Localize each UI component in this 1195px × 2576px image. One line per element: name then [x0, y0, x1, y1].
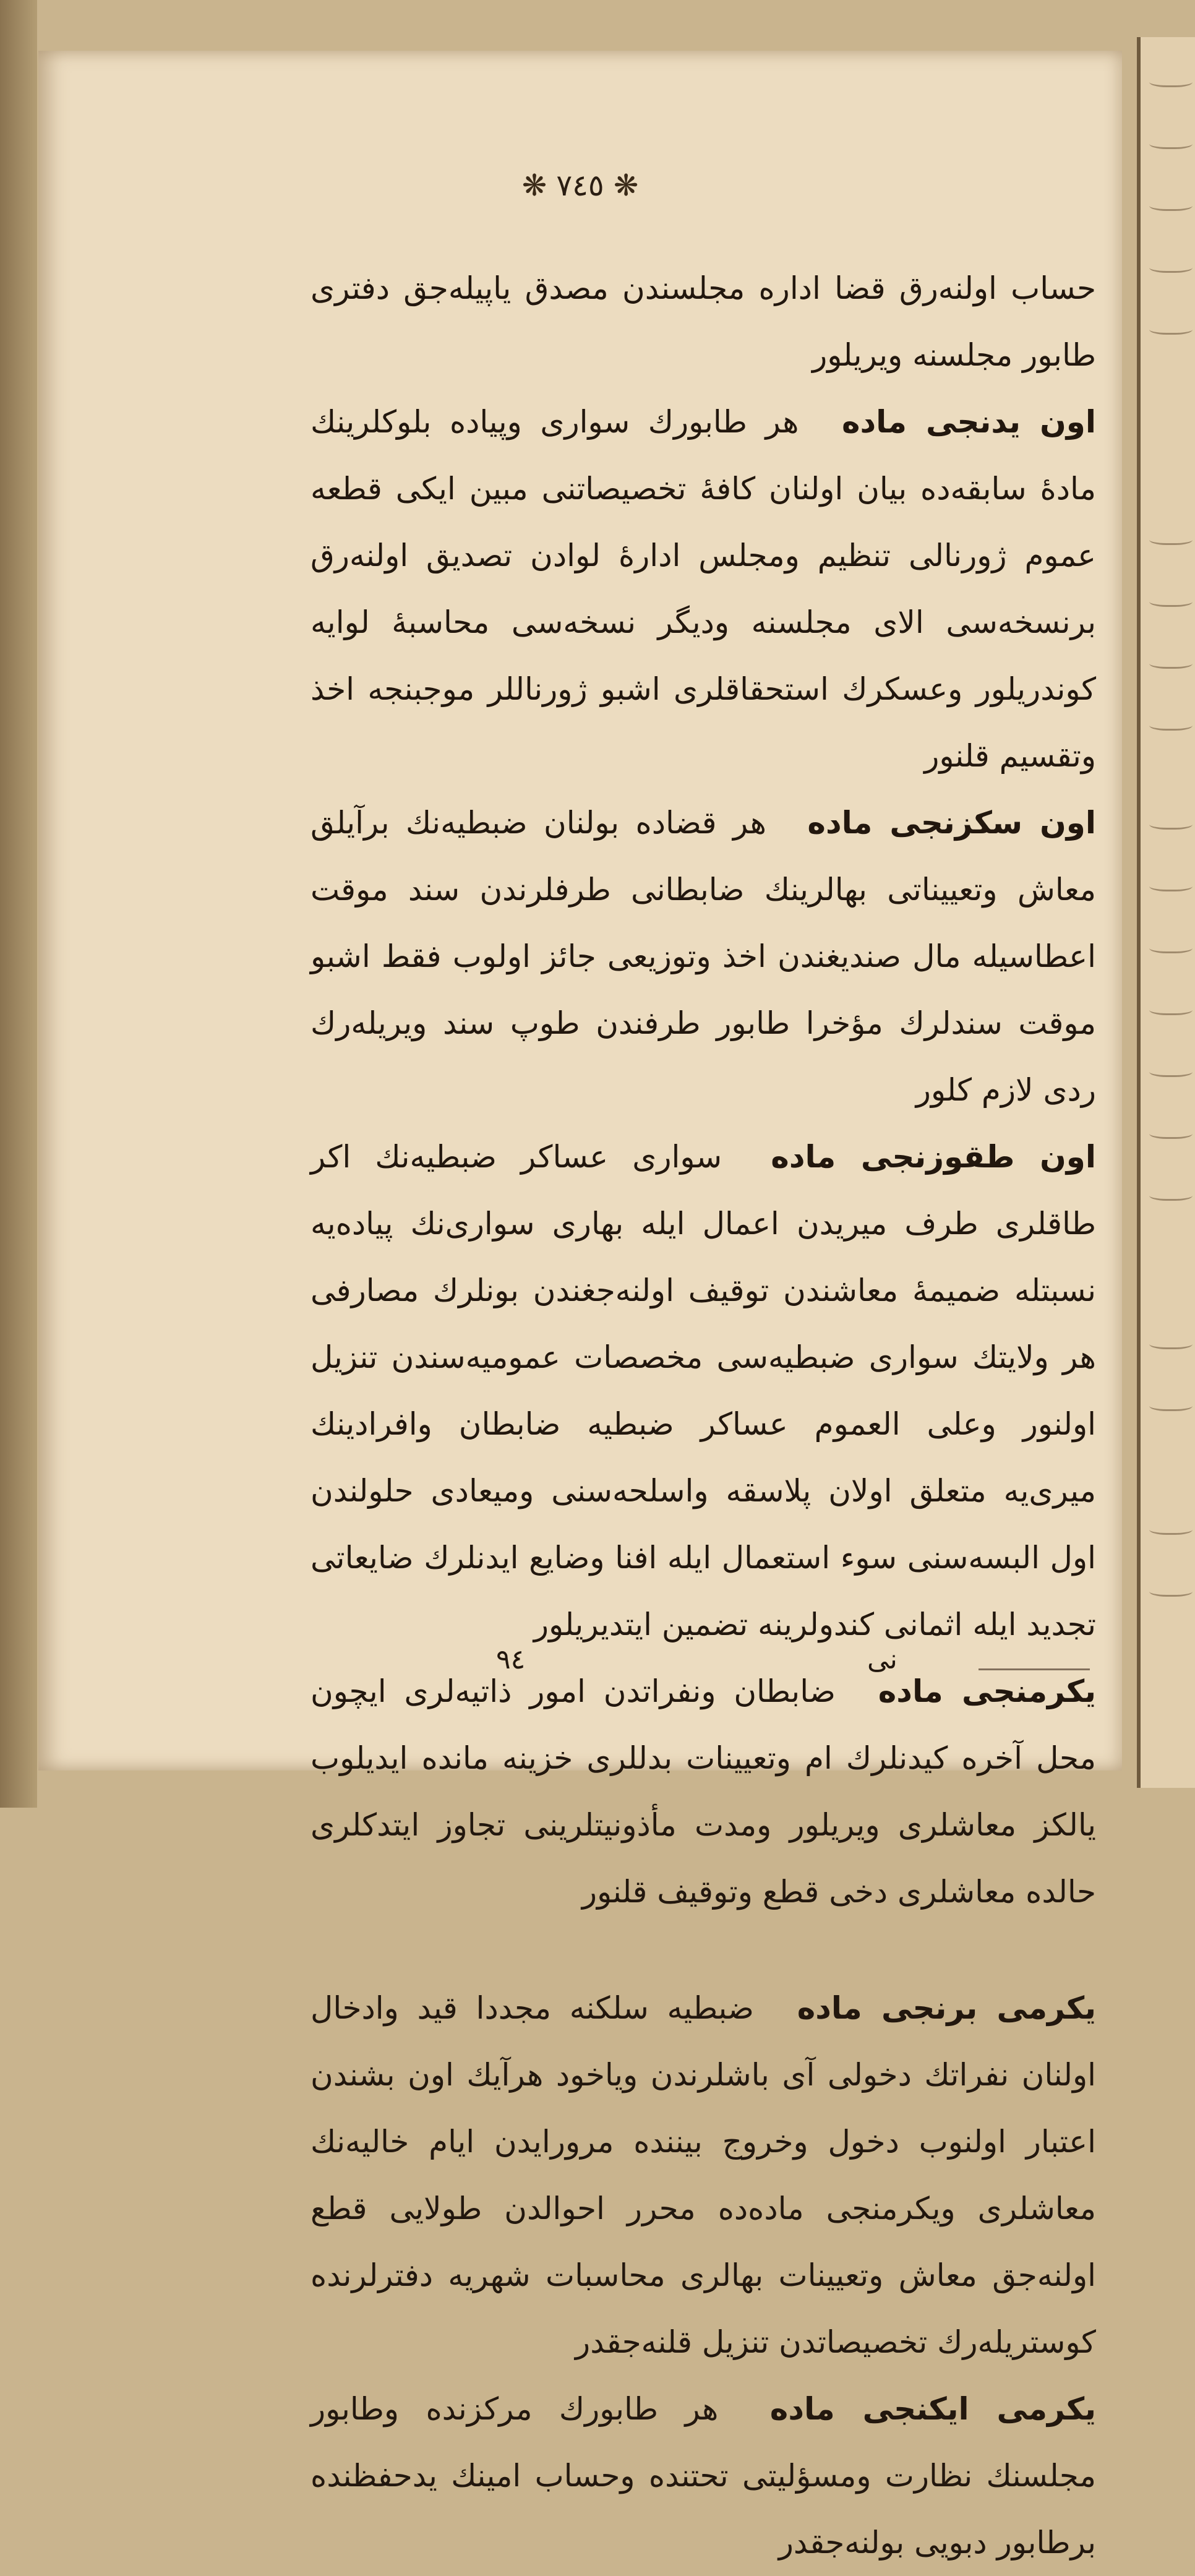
facing-text-fragment — [1149, 1522, 1193, 1535]
article-heading: یکرمی برنجی ماده — [797, 1990, 1096, 2026]
paragraph-text: ضبطیه سلکنه مجددا قید وادخال اولنان نفراتك دخولی آی باشلرندن ویاخود هرآیك اون بشندن اعتبار اولنوب دخول وخروج بیننده مرورایدن ایام خالیه‌نك معاشلری ویکرمنجی ماده‌ده محرر احوالدن طولایی قطع اولنه‌جق معاش وتعیینات بهالری محاسبات شهریه دفترلرنده کوستریله‌رك تخصیصاتدن تنزیل قلنه‌جقدر — [311, 1990, 1096, 2360]
page-number: ۷٤٥ — [556, 168, 604, 203]
facing-text-fragment — [1149, 74, 1193, 87]
catchword: نی — [867, 1644, 897, 1675]
facing-text-fragment — [1149, 1398, 1193, 1411]
facing-text-fragment — [1149, 1188, 1193, 1201]
facing-text-fragment — [1149, 136, 1193, 149]
footer-rule — [979, 1668, 1090, 1670]
paragraph-article-19 — [311, 1123, 1096, 1658]
page-footer — [38, 1644, 1122, 1693]
paragraph-continuation — [311, 255, 1096, 389]
facing-text-fragment — [1149, 878, 1193, 891]
paragraph-article-18 — [311, 789, 1096, 1123]
paragraph-article-21 — [311, 1975, 1096, 2376]
paragraph-text: حساب اولنه‌رق قضا اداره مجلسندن مصدق یاپیله‌جق دفتری طابور مجلسنه ویریلور — [311, 270, 1096, 373]
facing-text-fragment — [1149, 532, 1193, 545]
ornament-left-icon: ❋ — [521, 168, 547, 203]
ornament-right-icon: ❋ — [613, 168, 639, 203]
facing-text-fragment — [1149, 1126, 1193, 1139]
facing-text-fragment — [1149, 322, 1193, 335]
facing-page-edge — [1137, 37, 1195, 1788]
facing-text-fragment — [1149, 1336, 1193, 1349]
paragraph-article-22 — [311, 2376, 1096, 2576]
article-heading: اون سکزنجی ماده — [807, 805, 1096, 841]
page-header — [38, 168, 1122, 203]
article-heading: اون طقوزنجی ماده — [771, 1139, 1096, 1175]
paragraph-text: هر قضاده بولنان ضبطیه‌نك برآیلق معاش وتعییناتی بهالرینك ضابطانی طرفلرندن سند موقت اعطاسیله مال صندیغندن اخذ وتوزیعی جائز اولوب فقط اشبو موقت سندلرك مؤخرا طابور طرفندن طوپ سند ویریله‌رك ردی لازم کلور — [311, 805, 1096, 1108]
facing-text-fragment — [1149, 1584, 1193, 1597]
paragraph-article-20 — [311, 1658, 1096, 1925]
article-heading: یکرمی ایکنجی ماده — [769, 2391, 1097, 2427]
article-heading: اون یدنجی ماده — [842, 404, 1096, 440]
facing-text-fragment — [1149, 198, 1193, 211]
facing-text-fragment — [1149, 594, 1193, 607]
article-heading: یکرمنجی ماده — [878, 1673, 1096, 1709]
signature-mark: ٩٤ — [496, 1644, 526, 1675]
facing-text-fragment — [1149, 817, 1193, 830]
paragraph-article-17 — [311, 389, 1096, 789]
book-page — [38, 51, 1122, 2561]
paragraph-text: ضابطان ونفراتدن امور ذاتیه‌لری ایچون محل آخره کیدنلرك ام وتعیینات بدللری خزینه مانده ایدیلوب یالکز معاشلری ویریلور ومدت مأذونیتلرینی تجاوز ایتدکلری حالده معاشلری دخی قطع وتوقیف قلنور — [311, 1673, 1096, 1910]
facing-text-fragment — [1149, 1002, 1193, 1015]
binding-shadow — [0, 0, 37, 1808]
facing-text-fragment — [1149, 1064, 1193, 1077]
paragraph-text: هر طابورك سواری وپیاده بلوکلرینك مادهٔ سابقه‌ده بیان اولنان کافهٔ تخصیصاتنی مبین ایکی قطعه عموم ژورنالی تنظیم ومجلس ادارهٔ لوادن تصدیق اولنه‌رق برنسخه‌سی الای مجلسنه ودیگر نسخه‌سی محاسبهٔ لوایه کوندریلور وعسکرك استحقاقلری اشبو ژورناللر موجبنجه اخذ وتقسیم قلنور — [311, 404, 1096, 774]
paragraph-text: هر طابورك مرکزنده وطابور مجلسنك نظارت ومسؤلیتی تحتنده وحساب امینك یدحفظنده برطابور دبویی بولنه‌جقدر — [311, 2391, 1096, 2561]
facing-text-fragment — [1149, 718, 1193, 731]
facing-text-fragment — [1149, 260, 1193, 273]
paragraph-text: سواری عساکر ضبطیه‌نك اکر طاقلری طرف میریدن اعمال ایله بهاری سواری‌نك پیاده‌یه نسبتله ضمیمهٔ معاشندن توقیف اولنه‌جغندن بونلرك مصارفی هر ولایتك سواری ضبطیه‌سی مخصصات عمومیه‌سندن تنزیل اولنور وعلی العموم عساکر ضبطیه ضابطان وافرادینك میری‌یه متعلق اولان پلاسقه واسلحه‌سنی ومیعادی حلولندن اول البسه‌سنی سوء استعمال ایله افنا وضایع ایدنلرك ضایعاتی تجدید ایله اثمانی کندولرینه تضمین ایتدیریلور — [311, 1139, 1096, 1642]
facing-text-fragment — [1149, 940, 1193, 953]
body-text — [311, 255, 1096, 2576]
facing-text-fragment — [1149, 656, 1193, 669]
paragraph-gap — [311, 1925, 1096, 1975]
